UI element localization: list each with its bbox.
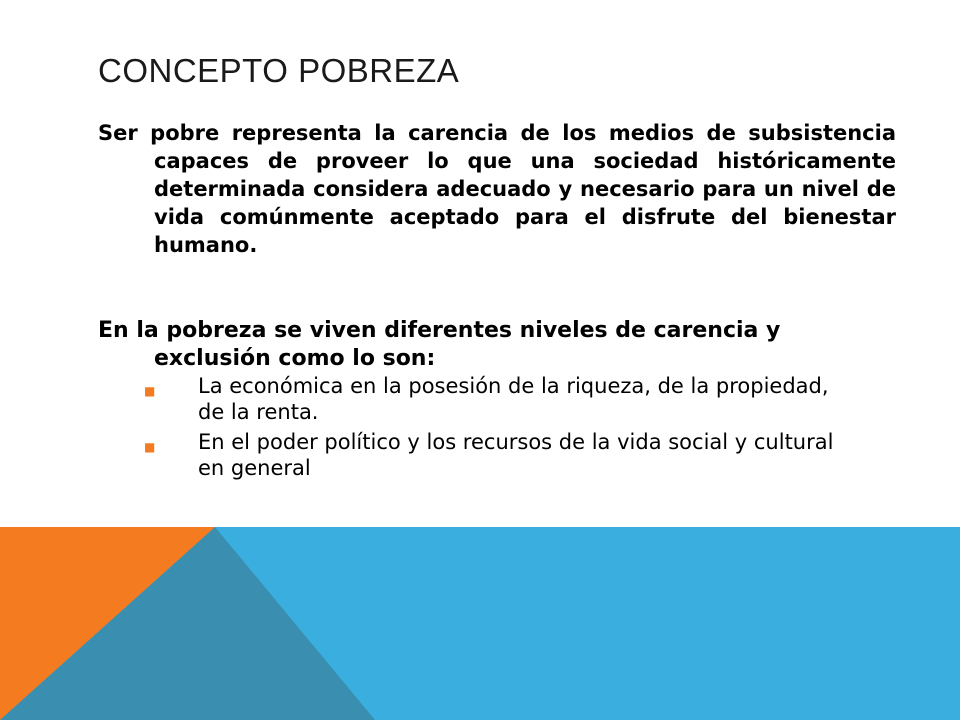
bullet-text: En el poder político y los recursos de la vida social y cultural en general bbox=[198, 430, 834, 480]
decorative-footer-band bbox=[0, 527, 960, 720]
bullet-list bbox=[98, 373, 840, 485]
bullet-item-economic bbox=[98, 373, 840, 425]
slide-title: CONCEPTO POBREZA bbox=[98, 52, 460, 89]
square-bullet-icon: ■ bbox=[144, 440, 156, 454]
bullet-text: La económica en la posesión de la riqueza, de la propiedad, de la renta. bbox=[198, 374, 829, 424]
levels-paragraph: En la pobreza se viven diferentes niveles de carencia y exclusión como lo son: bbox=[98, 318, 781, 371]
definition-paragraph: Ser pobre representa la carencia de los medios de subsistencia capaces de proveer lo que una sociedad históricamente determinada considera adecuado y necesario para un nivel de vida comúnmente aceptado para el disfrute del bienestar humano. bbox=[98, 121, 896, 257]
bullet-item-political bbox=[98, 429, 840, 481]
square-bullet-icon: ■ bbox=[144, 384, 156, 398]
